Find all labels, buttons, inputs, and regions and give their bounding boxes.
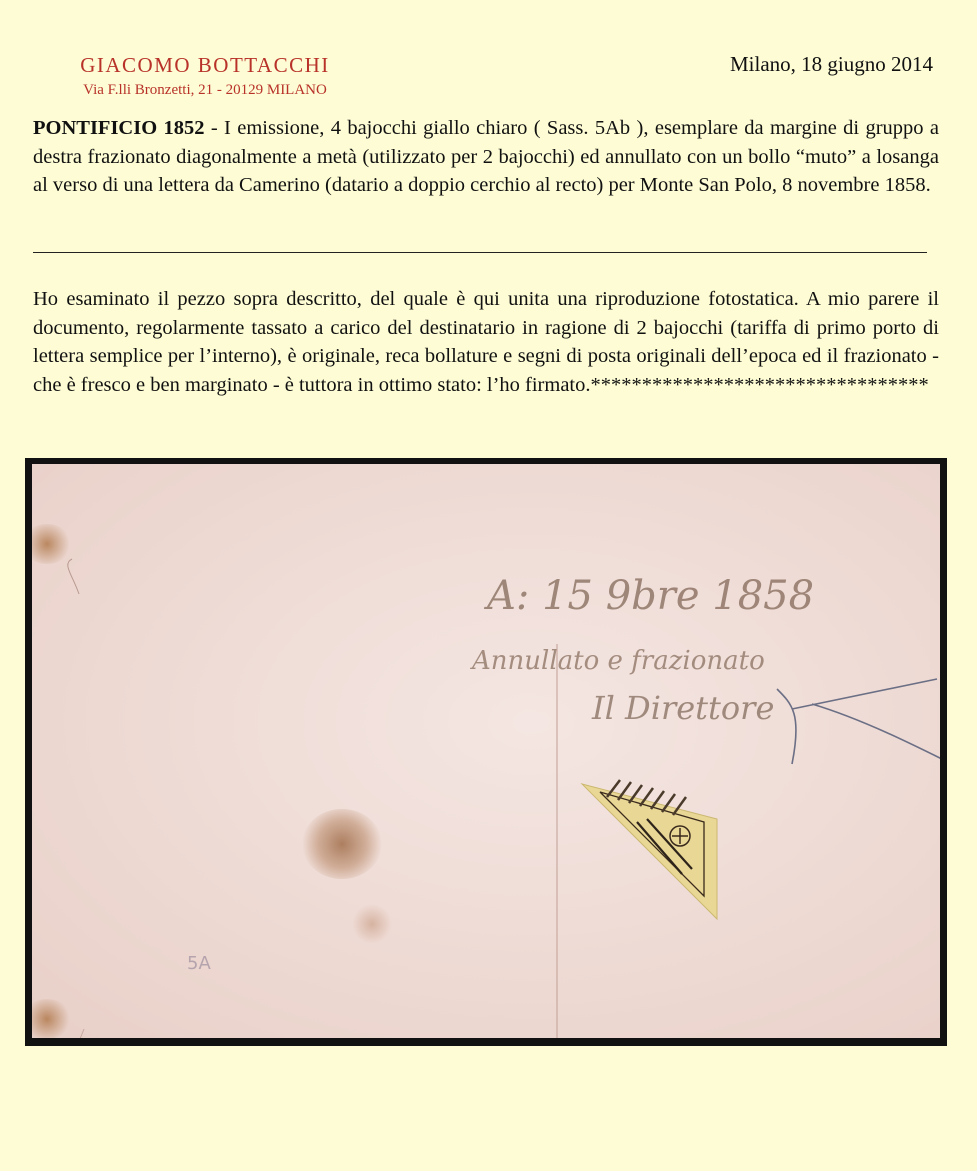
ink-marks bbox=[777, 679, 940, 769]
stamp-description bbox=[33, 114, 939, 200]
cover-drawing bbox=[32, 464, 940, 1038]
letterhead bbox=[45, 52, 365, 100]
description-text: - I emissione, 4 bajocchi giallo chiaro ( Sass. 5Ab ), esemplare da margine di gruppo a destra frazionato diagonalmente a metà (utilizzato per 2 bajocchi) ed annullato con un bollo “muto” a losanga al verso di una lettera da Camerino (datario a doppio cerchio al recto) per Monte San Polo, 8 novembre 1858. bbox=[33, 117, 939, 196]
cover-photo-frame bbox=[25, 458, 947, 1046]
frazionato-stamp bbox=[582, 780, 717, 919]
faint-mark-left bbox=[68, 559, 79, 594]
cover-photo bbox=[32, 464, 940, 1038]
certificate-date: Milano, 18 giugno 2014 bbox=[730, 52, 933, 76]
expert-opinion: Ho esaminato il pezzo sopra descritto, del quale è qui unita una riproduzione fotostatica. A mio parere il documento, regolarmente tassato a carico del destinatario in ragione di 2 bajocchi (tariffa di primo porto di lettera semplice per l’interno), è originale, reca bollature e segni di posta originali dell’epoca ed il frazionato - che è fresco e ben marginato - è tuttora in ottimo stato: l’ho firmato.********************************* bbox=[33, 288, 939, 396]
handwritten-date: A: 15 9bre 1858 bbox=[487, 573, 815, 619]
divider-line bbox=[33, 252, 927, 253]
faint-line bbox=[74, 1029, 84, 1038]
handwritten-signature: Il Direttore bbox=[592, 689, 775, 727]
description-heading: PONTIFICIO 1852 bbox=[33, 117, 205, 139]
pencil-note: 5A bbox=[187, 953, 211, 974]
handwritten-annotation: Annullato e frazionato bbox=[472, 646, 765, 676]
company-name: GIACOMO BOTTACCHI bbox=[80, 53, 330, 77]
company-address: Via F.lli Bronzetti, 21 - 20129 MILANO bbox=[83, 82, 327, 98]
